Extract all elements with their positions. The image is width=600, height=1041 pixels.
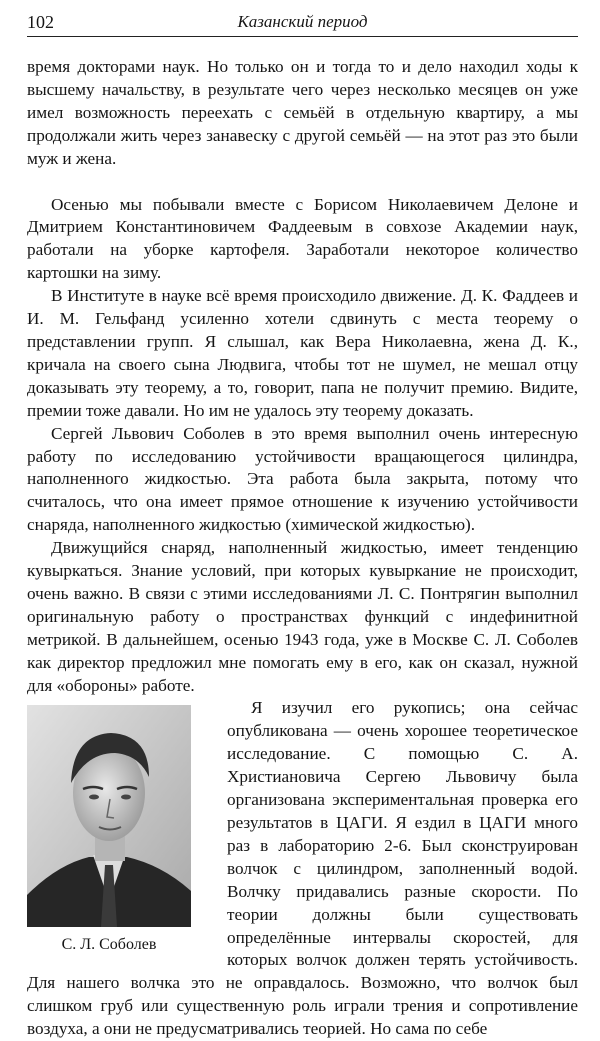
portrait-photo xyxy=(27,705,191,927)
paragraph: В Институте в науке всё время происходило движение. Д. К. Фаддеев и И. М. Гельфанд усиленно хотели сдвинуть с места теорему о представлении групп. Я слышал, как Вера Николаевна, жена Д. К., кричала на своего сына Людвига, чтобы тот не шумел, не мешал отцу доказывать эту теорему, а то, говорит, папа не получит премию. Видите, премии тоже давали. Но им не удалось эту теорему доказать. xyxy=(27,286,578,420)
portrait-illustration xyxy=(27,705,191,927)
portrait-figure xyxy=(27,705,209,955)
paragraph: Движущийся снаряд, наполненный жидкостью, имеет тенденцию кувыркаться. Знание условий, при которых кувыркание не происходит, очень важно. В связи с этими исследованиями Л. С. Понтрягин выполнил оригинальную работу о пространствах функций с индефинитной метрикой. В дальнейшем, осенью 1943 года, уже в Москве С. Л. Соболев как директор предложил мне помогать ему в его, как он сказал, нужной для «обороны» работе. xyxy=(27,538,578,695)
portrait-caption: С. Л. Соболев xyxy=(61,936,157,954)
paragraph: Сергей Львович Соболев в это время выполнил очень интересную работу по исследованию устойчивости вращающегося цилиндра, наполненного жидкостью. Эта работа была закрыта, потому что считалось, что она имеет прямое отношение к изучению устойчивости снаряда, наполненного жидкостью (химической жидкостью). xyxy=(27,423,578,535)
paragraph: время докторами наук. Но только он и тогда то и дело находил ходы к высшему начальству, в результате чего через несколько месяцев он уже имел возможность переехать с семьёй в отдельную квартиру, а мы продолжали жить через занавеску с другой семьёй — на этот раз это были муж и жена. xyxy=(27,57,578,168)
paragraph: Осенью мы побывали вместе с Борисом Николаевичем Делоне и Дмитрием Константиновичем Фаддеевым в совхозе Академии наук, работали на уборке картофеля. Заработали некоторое количество картошки на зиму. xyxy=(27,194,578,283)
page-header xyxy=(27,10,578,37)
running-title: Казанский период xyxy=(237,12,368,31)
paragraph: Я изучил его рукопись; она сейчас опубликована — очень хорошее теоретическое исследование. С помощью С. А. Христиановича Сергею Львовичу была организована экспериментальная проверка его результатов в ЦАГИ. Я ездил в ЦАГИ много раз в лабораторию 2-6. Был сконструирован волчок с цилиндром, заполненный водой. Волчку придавались разные скорости. По теории должны были существовать определённые интервалы скоростей, для которых волчок должен терять устойчивость. Для нашего волчка это не оправдалось. Возможно, что волчок был слишком груб или существенную роль играли трения и сопротивление воздуха, а они не предусматривались теорией. Но сама по себе xyxy=(27,698,578,1039)
page-number: 102 xyxy=(27,12,54,32)
body-text xyxy=(27,56,578,1041)
